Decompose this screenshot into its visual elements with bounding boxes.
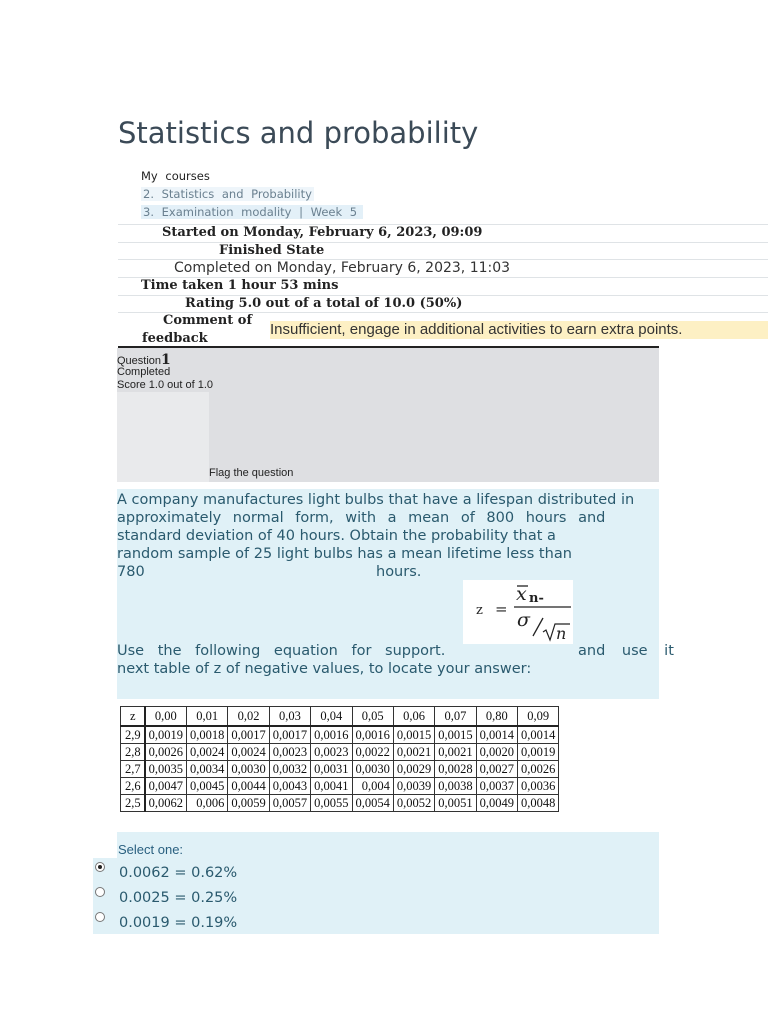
z-table-cell: 0,0026 <box>145 744 187 761</box>
z-table-cell: 2,6 <box>121 778 145 795</box>
z-table-cell: 0,0019 <box>518 744 559 761</box>
z-table-cell: 0,0019 <box>145 726 187 744</box>
z-table-row <box>121 726 559 744</box>
z-table-cell: 0,0030 <box>352 761 393 778</box>
z-table-cell: 0,004 <box>352 778 393 795</box>
z-table-cell: 0,0032 <box>269 761 310 778</box>
z-table-cell: 0,0024 <box>187 744 228 761</box>
feedback-comment: Insufficient, engage in additional activities to earn extra points. <box>270 321 768 339</box>
z-table-header-cell: 0,09 <box>518 707 559 727</box>
z-formula-graphic <box>463 580 573 644</box>
time-taken: Time taken 1 hour 53 mins <box>141 278 339 293</box>
z-table-cell: 0,0044 <box>228 778 269 795</box>
z-table-cell: 0,0041 <box>311 778 352 795</box>
formula-n: n <box>556 624 567 643</box>
z-table-cell: 0,0054 <box>352 795 393 812</box>
z-table-cell: 2,7 <box>121 761 145 778</box>
z-table-header-cell: 0,02 <box>228 707 269 727</box>
z-table-cell: 0,0057 <box>269 795 310 812</box>
formula-xbar: x <box>516 583 527 605</box>
question-text-line <box>117 563 661 581</box>
z-table-cell: 0,0028 <box>435 761 476 778</box>
formula-z: z <box>476 603 483 618</box>
z-table-cell: 2,5 <box>121 795 145 812</box>
z-table-cell: 0,0026 <box>518 761 559 778</box>
z-table-header-cell: 0,06 <box>393 707 434 727</box>
question-score: Score 1.0 out of 1.0 <box>117 379 214 391</box>
z-table-cell: 0,0020 <box>476 744 517 761</box>
page-title: Statistics and probability <box>118 116 479 150</box>
flag-question-link[interactable]: Flag the question <box>209 467 294 479</box>
z-table-cell: 0,0027 <box>476 761 517 778</box>
z-table-cell: 0,0035 <box>145 761 187 778</box>
z-table-cell: 0,0031 <box>311 761 352 778</box>
answer-option-2[interactable]: 0.0025 = 0.25% <box>119 890 238 906</box>
question-text: A company manufactures light bulbs that have a lifespan distributed in <box>117 492 635 508</box>
z-table-cell: 0,0049 <box>476 795 517 812</box>
z-table-cell: 0,0021 <box>435 744 476 761</box>
z-table-cell: 0,0023 <box>311 744 352 761</box>
comment-label: feedback <box>142 331 208 346</box>
z-table-cell: 0,006 <box>187 795 228 812</box>
z-table-cell: 0,0051 <box>435 795 476 812</box>
z-table-cell: 0,0014 <box>476 726 517 744</box>
z-table-cell: 0,0021 <box>393 744 434 761</box>
z-table-cell: 0,0022 <box>352 744 393 761</box>
question-text-line <box>117 642 675 660</box>
z-table-cell: 2,8 <box>121 744 145 761</box>
z-table-cell: 0,0029 <box>393 761 434 778</box>
z-table-cell: 0,0018 <box>187 726 228 744</box>
z-table-row <box>121 744 559 761</box>
z-table-cell: 0,0045 <box>187 778 228 795</box>
z-table-cell: 0,0017 <box>269 726 310 744</box>
question-text: and use it <box>578 643 674 659</box>
formula-sub: n- <box>529 591 544 606</box>
state: Finished State <box>219 243 325 258</box>
rating: Rating 5.0 out of a total of 10.0 (50%) <box>185 296 463 311</box>
answer-radio-3[interactable] <box>95 912 105 922</box>
z-table-cell: 0,0015 <box>393 726 434 744</box>
z-table-row <box>121 761 559 778</box>
summary-divider <box>118 242 768 243</box>
question-number-value: 1 <box>161 352 171 368</box>
z-table-header <box>121 707 559 727</box>
question-text-line: standard deviation of 40 hours. Obtain the probability that a <box>117 528 556 544</box>
z-table-cell: 0,0016 <box>352 726 393 744</box>
z-table-header-cell: 0,01 <box>187 707 228 727</box>
answer-option-3[interactable]: 0.0019 = 0.19% <box>119 915 238 931</box>
question-text-line: random sample of 25 light bulbs has a mean lifetime less than <box>117 546 572 562</box>
z-table-cell: 0,0047 <box>145 778 187 795</box>
z-table-cell: 0,0015 <box>435 726 476 744</box>
question-text: 780 <box>117 564 145 580</box>
question-text-line: approximately normal form, with a mean of 800 hours and <box>117 510 606 526</box>
z-table-header-cell: z <box>121 707 145 727</box>
z-table <box>120 706 559 812</box>
formula-equals: = <box>495 600 508 618</box>
comment-label: Comment of <box>163 313 253 328</box>
z-table-cell: 0,0039 <box>393 778 434 795</box>
answer-radio-2[interactable] <box>95 887 105 897</box>
z-formula <box>463 580 573 644</box>
question-text-line <box>117 491 661 509</box>
z-table-cell: 0,0030 <box>228 761 269 778</box>
select-one-label: Select one: <box>118 842 184 857</box>
z-table-header-cell: 0,05 <box>352 707 393 727</box>
question-label: Question <box>117 355 162 367</box>
started-on: Started on Monday, February 6, 2023, 09:09 <box>162 225 483 240</box>
question-text: Use the following equation for support. <box>117 643 446 659</box>
answer-radio-1[interactable] <box>95 862 105 872</box>
z-table-cell: 0,0038 <box>435 778 476 795</box>
completed-on: Completed on Monday, February 6, 2023, 11:03 <box>174 260 511 276</box>
breadcrumb-my-courses[interactable]: My courses <box>141 169 210 183</box>
question-text: hours. <box>376 564 422 580</box>
z-table-row <box>121 795 559 812</box>
z-table-cell: 0,0036 <box>518 778 559 795</box>
z-table-grid <box>120 706 559 812</box>
z-table-cell: 0,0062 <box>145 795 187 812</box>
z-table-cell: 0,0048 <box>518 795 559 812</box>
formula-sigma: σ <box>517 609 530 631</box>
z-table-cell: 0,0052 <box>393 795 434 812</box>
z-table-cell: 0,0024 <box>228 744 269 761</box>
z-table-cell: 0,0037 <box>476 778 517 795</box>
z-table-header-cell: 0,04 <box>311 707 352 727</box>
z-table-header-cell: 0,00 <box>145 707 187 727</box>
z-table-cell: 0,0055 <box>311 795 352 812</box>
z-table-cell: 0,0059 <box>228 795 269 812</box>
z-table-cell: 2,9 <box>121 726 145 744</box>
z-table-cell: 0,0023 <box>269 744 310 761</box>
z-table-header-cell: 0,80 <box>476 707 517 727</box>
z-table-cell: 0,0043 <box>269 778 310 795</box>
formula-slash <box>533 618 543 636</box>
breadcrumb-exam[interactable]: 3. Examination modality | Week 5 <box>141 205 363 219</box>
z-table-cell: 0,0016 <box>311 726 352 744</box>
z-table-cell: 0,0034 <box>187 761 228 778</box>
z-table-cell: 0,0017 <box>228 726 269 744</box>
question-info-sidebar <box>117 392 209 482</box>
question-text-line: next table of z of negative values, to locate your answer: <box>117 661 532 677</box>
z-table-cell: 0,0014 <box>518 726 559 744</box>
question-state: Completed <box>117 366 171 378</box>
z-table-header-cell: 0,03 <box>269 707 310 727</box>
breadcrumb-course[interactable]: 2. Statistics and Probability <box>143 187 312 201</box>
answer-option-1[interactable]: 0.0062 = 0.62% <box>119 865 238 881</box>
z-table-header-cell: 0,07 <box>435 707 476 727</box>
z-table-row <box>121 778 559 795</box>
